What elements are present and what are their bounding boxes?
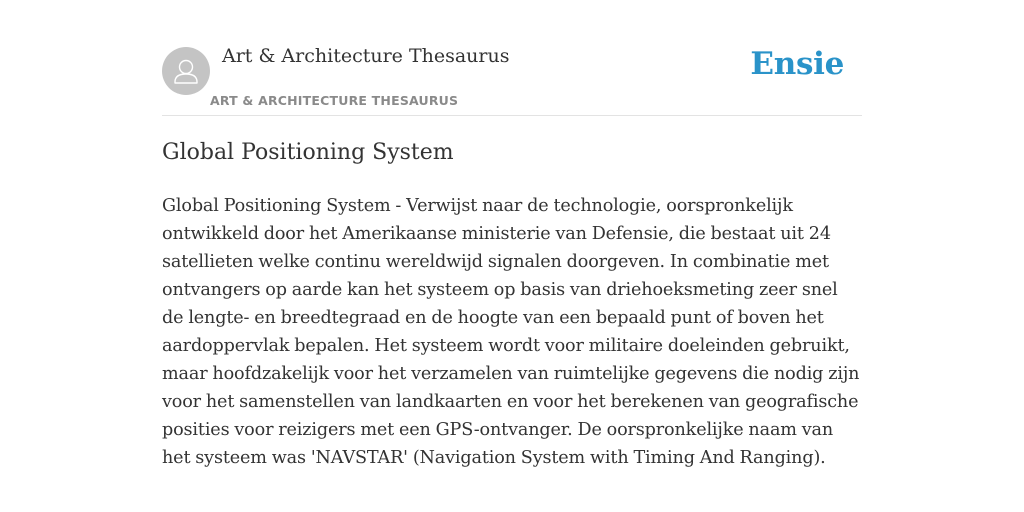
author-avatar[interactable] [162,47,210,95]
entry-header [162,0,862,116]
term-title: Global Positioning System [162,140,454,165]
source-label: ART & ARCHITECTURE THESAURUS [210,93,459,108]
entry-card [162,0,862,512]
term-definition: Global Positioning System - Verwijst naar de technologie, oorspronkelijk ontwikkeld door het Amerikaanse ministerie van Defensie, die bestaat uit 24 satellieten welke continu wereldwijd signalen doorgeven. In combinatie met ontvangers op aarde kan het systeem op basis van driehoeksmeting zeer snel de lengte- en breedtegraad en de hoogte van een bepaald punt of boven het aardoppervlak bepalen. Het systeem wordt voor militaire doeleinden gebruikt, maar hoofdzakelijk voor het verzamelen van ruimtelijke gegevens die nodig zijn voor het samenstellen van landkaarten en voor het berekenen van geografische posities voor reizigers met een GPS-ontvanger. De oorspronkelijke naam van het systeem was 'NAVSTAR' (Navigation System with Timing And Ranging). [162,196,860,468]
ensie-logo[interactable]: Ensie [750,46,844,82]
user-icon [162,47,210,95]
author-name-link[interactable]: Art & Architecture Thesaurus [222,45,510,67]
